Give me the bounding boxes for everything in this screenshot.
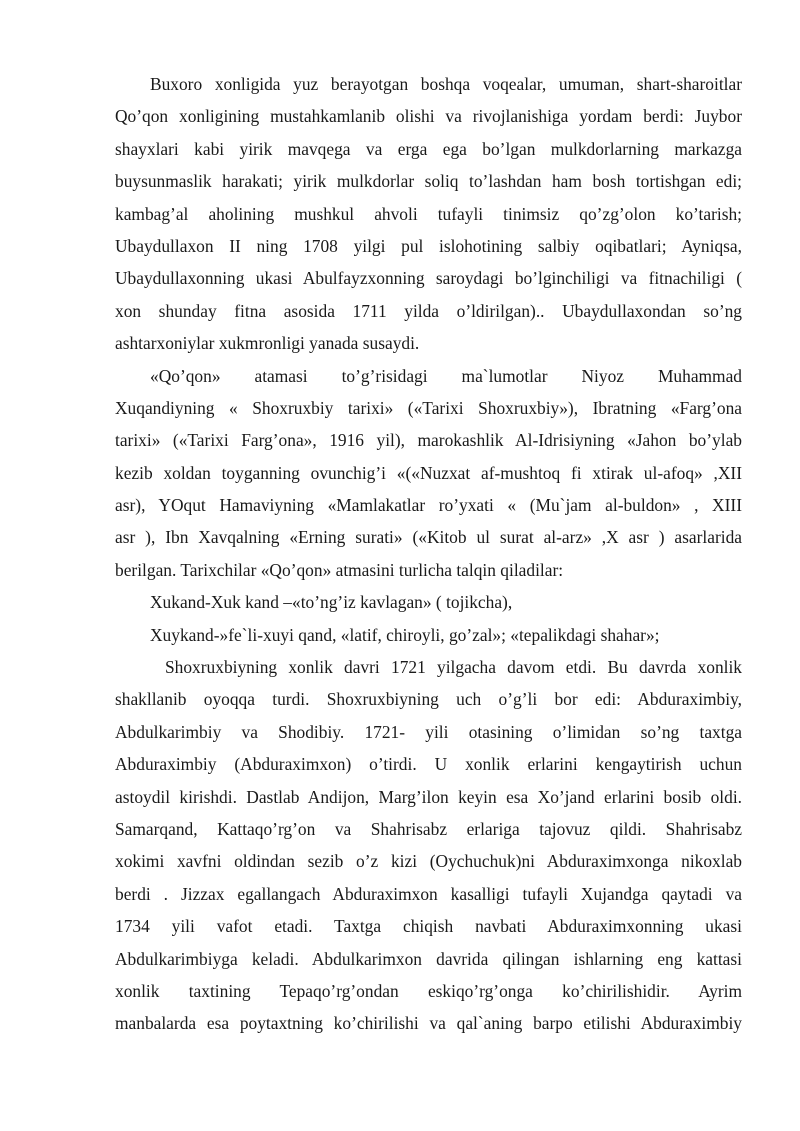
text-line: xokimi xavfni oldindan sezib o’z kizi (Oychuchuk)ni Abduraximxonga nikoxlab — [115, 851, 742, 872]
text-line: Shoxruxbiyning xonlik davri 1721 yilgacha davom etdi. Bu davrda xonlik — [165, 657, 742, 678]
text-line: ashtarxoniylar xukmronligi yanada susaydi. — [115, 333, 420, 354]
text-line: kezib xoldan toyganning ovunchig’i «(«Nuzxat af-mushtoq fi xtirak ul-afoq» ,XII — [115, 462, 742, 483]
text-line: Xuykand-»fe`li-xuyi qand, «latif, chiroyli, go’zal»; «tepalikdagi shahar»; — [150, 624, 660, 645]
text-line: astoydil kirishdi. Dastlab Andijon, Marg’ilon keyin esa Xo’jand erlarini bosib oldi. — [115, 786, 742, 807]
text-line: Abduraximbiy (Abduraximxon) o’tirdi. U xonlik erlarini kengaytirish uchun — [115, 754, 742, 775]
text-line: Buxoro xonligida yuz berayotgan boshqa voqealar, umuman, shart-sharoitlar — [150, 74, 742, 94]
text-line: xonlik taxtining Tepaqo’rg’ondan eskiqo’rg’onga ko’chirilishidir. Ayrim — [115, 980, 742, 1001]
text-line: buysunmaslik harakati; yirik mulkdorlar soliq to’lashdan ham bosh tortishgan edi; — [115, 171, 742, 192]
text-line: Xukand-Xuk kand –«to’ng’iz kavlagan» ( tojikcha), — [150, 592, 513, 613]
text-line: kambag’al aholining mushkul ahvoli tufayli tinimsiz qo’zg’olon ko’tarish; — [115, 203, 742, 224]
document-body — [115, 68, 742, 1040]
text-line: Ubaydullaxon II ning 1708 yilgi pul islohotining salbiy oqibatlari; Ayniqsa, — [115, 235, 742, 256]
text-line: Abdulkarimbiyga keladi. Abdulkarimxon davrida qilingan ishlarning eng kattasi — [115, 948, 742, 969]
text-line: 1734 yili vafot etadi. Taxtga chiqish navbati Abduraximxonning ukasi — [115, 916, 742, 937]
text-line: Xuqandiyning « Shoxruxbiy tarixi» («Tarixi Shoxruxbiy»), Ibratning «Farg’ona — [115, 397, 742, 418]
text-line: shayxlari kabi yirik mavqega va erga ega bo’lgan mulkdorlarning markazga — [115, 138, 742, 159]
text-line: berilgan. Tarixchilar «Qo’qon» atmasini turlicha talqin qiladilar: — [115, 559, 564, 580]
text-line: berdi . Jizzax egallangach Abduraximxon kasalligi tufayli Xujandga qaytadi va — [115, 883, 742, 904]
text-line: xon shunday fitna asosida 1711 yilda o’ldirilgan).. Ubaydullaxondan so’ng — [115, 300, 742, 321]
text-line: asr), YOqut Hamaviyning «Mamlakatlar ro’yxati « (Mu`jam al-buldon» , XIII — [115, 495, 742, 516]
text-line: Abdulkarimbiy va Shodibiy. 1721- yili otasining o’limidan so’ng taxtga — [115, 721, 742, 742]
text-line: Samarqand, Kattaqo’rg’on va Shahrisabz erlariga tajovuz qildi. Shahrisabz — [115, 818, 742, 839]
text-line: tarixi» («Tarixi Farg’ona», 1916 yil), marokashlik Al-Idrisiyning «Jahon bo’ylab — [115, 430, 742, 451]
text-line: Qo’qon xonligining mustahkamlanib olishi va rivojlanishiga yordam berdi: Juybor — [115, 106, 742, 127]
text-line: Ubaydullaxonning ukasi Abulfayzxonning saroydagi bo’lginchiligi va fitnachiligi ( — [115, 268, 742, 289]
text-line: shakllanib oyoqqa turdi. Shoxruxbiyning uch o’g’li bor edi: Abduraximbiy, — [115, 689, 742, 710]
text-line: manbalarda esa poytaxtning ko’chirilishi va qal`aning barpo etilishi Abduraximbiy — [115, 1013, 742, 1034]
text-line: asr ), Ibn Xavqalning «Erning surati» («Kitob ul surat al-arz» ,X asr ) asarlarida — [115, 527, 742, 548]
text-line: «Qo’qon» atamasi to’g’risidagi ma`lumotlar Niyoz Muhammad — [150, 365, 742, 386]
